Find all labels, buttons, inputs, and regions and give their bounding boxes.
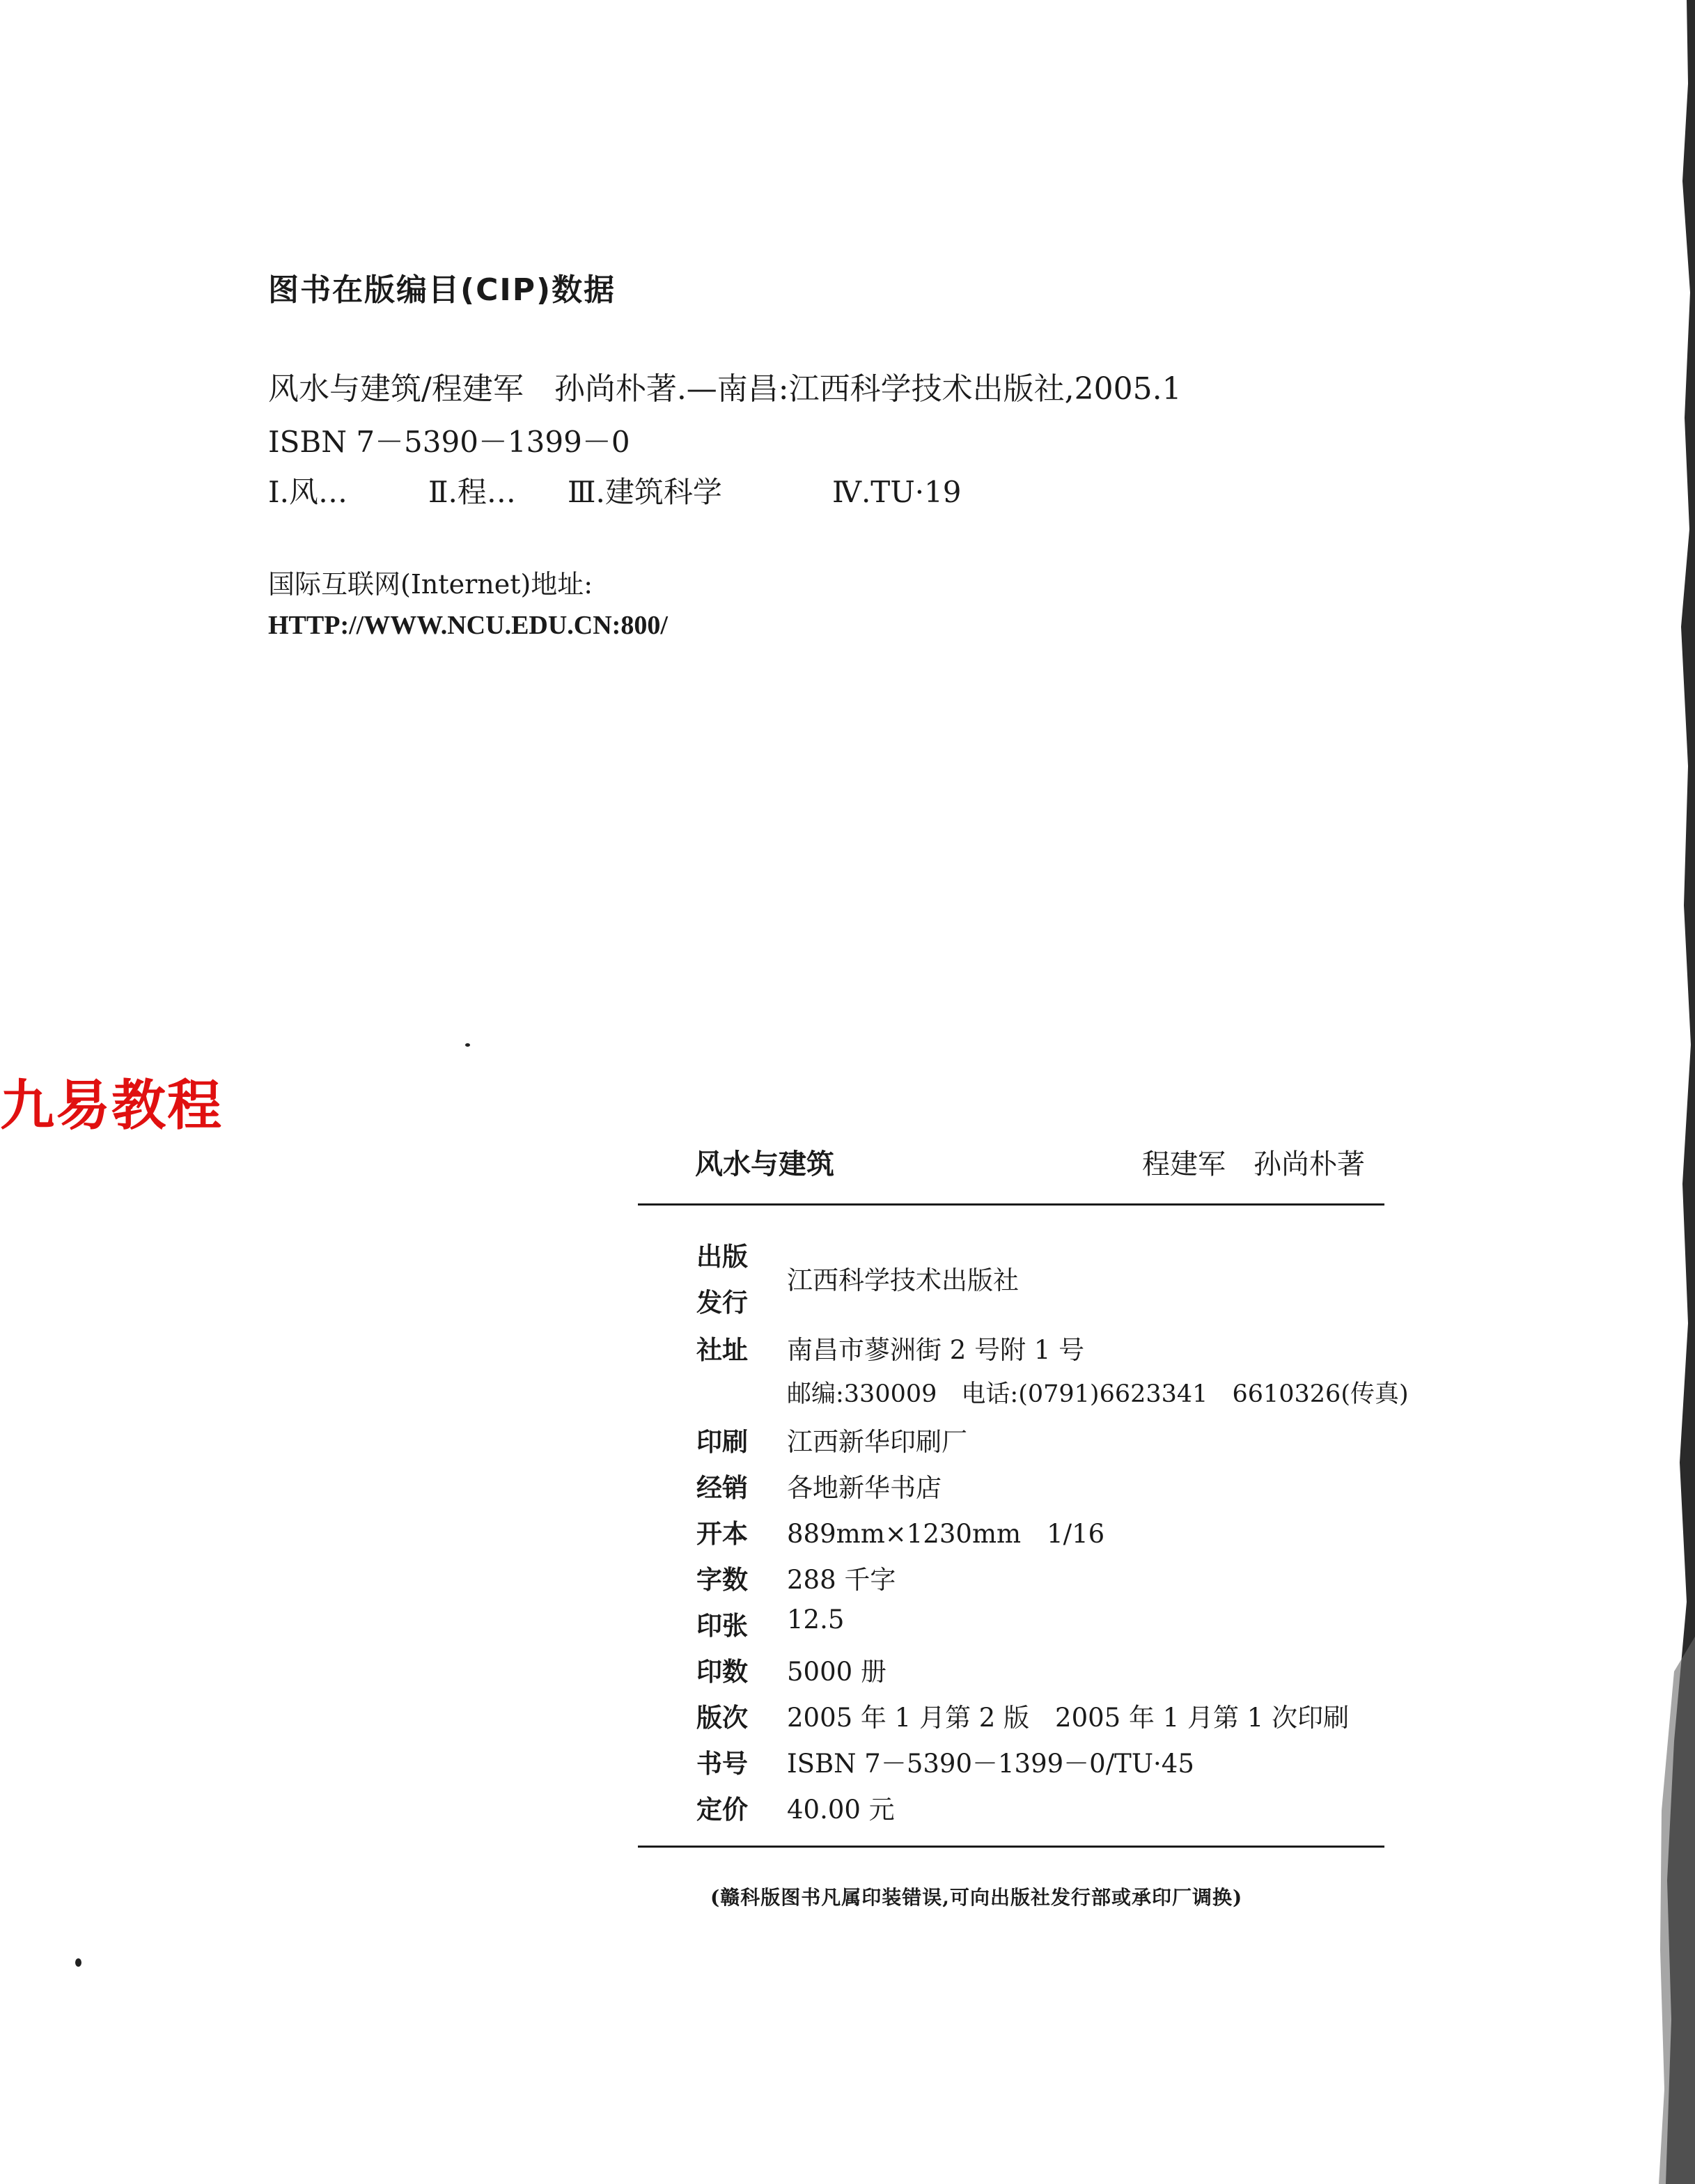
print-run-value: 5000 册 (787, 1657, 886, 1687)
scanned-page-edge (1646, 0, 1695, 2184)
cip-heading: 图书在版编目(CIP)数据 (268, 272, 616, 308)
printed-sheets-value: 12.5 (787, 1605, 845, 1635)
cip-class-1: Ⅰ.风… (268, 475, 347, 509)
printed-sheets-label: 印张 (696, 1611, 748, 1641)
format-value: 889mm×1230mm 1/16 (787, 1519, 1105, 1549)
footnote: (赣科版图书凡属印装错误,可向出版社发行部或承印厂调换) (710, 1886, 1243, 1909)
cip-class-3: Ⅲ.建筑科学 (568, 475, 722, 509)
cip-bibliographic-line: 风水与建筑/程建军 孙尚朴著.—南昌:江西科学技术出版社,2005.1 (268, 371, 1182, 407)
book-number-value: ISBN 7－5390－1399－0/TU·45 (787, 1749, 1194, 1779)
internet-address-label: 国际互联网(Internet)地址: (268, 569, 593, 600)
cip-isbn: ISBN 7－5390－1399－0 (268, 425, 630, 459)
distributor-value: 各地新华书店 (787, 1473, 942, 1503)
price-value: 40.00 元 (787, 1795, 895, 1825)
format-label: 开本 (696, 1519, 748, 1549)
top-rule (638, 1203, 1384, 1206)
address-label: 社址 (696, 1335, 748, 1365)
edition-value: 2005 年 1 月第 2 版 2005 年 1 月第 1 次印刷 (787, 1703, 1350, 1733)
publisher-label-1: 出版 (696, 1242, 748, 1272)
postal-phone-value: 邮编:330009 电话:(0791)6623341 6610326(传真) (787, 1380, 1409, 1408)
scan-speck (465, 1043, 470, 1047)
book-number-label: 书号 (696, 1749, 748, 1779)
internet-address-url: HTTP://WWW.NCU.EDU.CN:800/ (268, 611, 668, 640)
printer-label: 印刷 (696, 1427, 748, 1457)
distributor-label: 经销 (696, 1473, 748, 1503)
watermark-logo: 九易教程 (0, 1075, 224, 1137)
printer-value: 江西新华印刷厂 (787, 1427, 967, 1457)
cip-classification (268, 469, 962, 511)
word-count-label: 字数 (696, 1565, 748, 1595)
book-authors: 程建军 孙尚朴著 (1142, 1148, 1365, 1180)
word-count-value: 288 千字 (787, 1565, 896, 1595)
publisher-value: 江西科学技术出版社 (787, 1265, 1019, 1295)
edition-label: 版次 (696, 1703, 748, 1733)
book-title: 风水与建筑 (695, 1148, 834, 1180)
address-value: 南昌市蓼洲街 2 号附 1 号 (787, 1335, 1085, 1365)
cip-class-4: Ⅳ.TU·19 (832, 475, 962, 509)
print-run-label: 印数 (696, 1657, 748, 1687)
scan-speck (75, 1958, 81, 1967)
cip-class-2: Ⅱ.程… (428, 475, 516, 509)
price-label: 定价 (696, 1795, 748, 1825)
publisher-label-2: 发行 (696, 1288, 748, 1318)
bottom-rule (638, 1846, 1384, 1848)
